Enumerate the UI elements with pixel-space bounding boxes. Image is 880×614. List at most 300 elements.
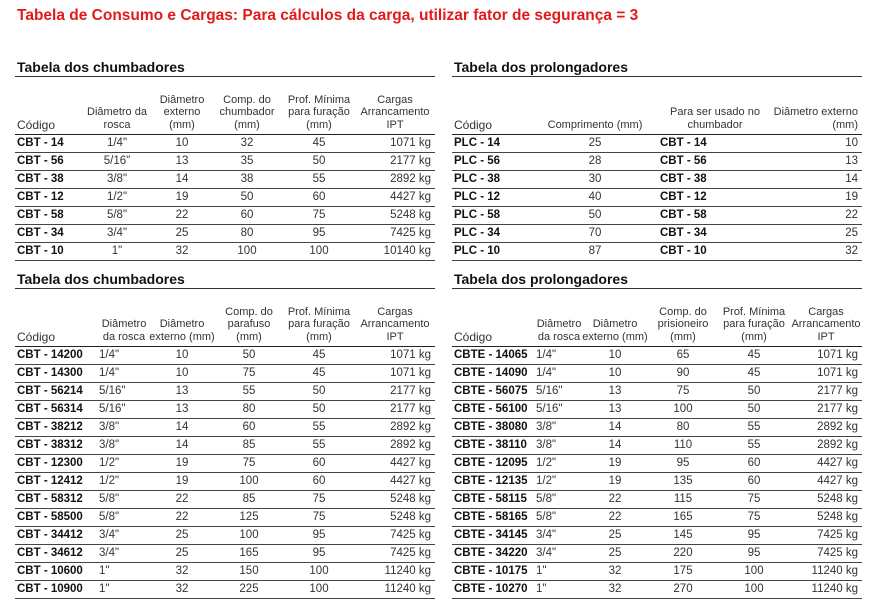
table-cell: CBT - 58 [660,207,770,225]
cell-code: CBTE - 56100 [452,401,536,419]
table-cell: 3/4" [81,225,153,243]
cell-code: CBT - 12 [15,189,81,207]
cell-code: PLC - 38 [452,171,530,189]
cell-code: CBT - 14 [15,135,81,153]
table-cell: CBT - 34 [660,225,770,243]
table-cell: 25 [770,225,862,243]
table-cell: 220 [648,545,718,563]
table-cell: 5248 kg [355,207,435,225]
table-cell: 3/8" [536,419,582,437]
table-cell: 55 [718,419,790,437]
table-cell: 4427 kg [355,189,435,207]
table-row [15,419,435,437]
cell-code: CBT - 38 [15,171,81,189]
table-cell: 50 [211,189,283,207]
cell-code: CBT - 14300 [15,365,99,383]
table-cell: 100 [283,581,355,599]
table-cell: 55 [283,437,355,455]
table-row [452,455,862,473]
table-body [452,347,862,599]
cell-code: CBT - 34612 [15,545,99,563]
table-title: Tabela dos prolongadores [454,59,628,75]
table-row [15,347,435,365]
table-cell: 19 [582,473,648,491]
table-row [452,581,862,599]
table-cell: 19 [149,473,215,491]
cell-code: PLC - 34 [452,225,530,243]
table-chumbadores-1 [15,58,435,261]
table-cell: 100 [283,243,355,261]
table-cell: 28 [530,153,660,171]
cell-code: CBT - 12412 [15,473,99,491]
table-title: Tabela dos chumbadores [17,59,185,75]
table-cell: 95 [283,225,355,243]
table-row [452,207,862,225]
table-cell: 5248 kg [790,509,862,527]
table-cell: 2892 kg [355,437,435,455]
table-row [452,491,862,509]
col-header: Prof. Mínima para furação (mm) [718,289,790,347]
table-row [452,473,862,491]
table-cell: CBT - 12 [660,189,770,207]
table-cell: 1" [536,563,582,581]
table-cell: 50 [283,401,355,419]
table-cell: 1/2" [99,455,149,473]
table-cell: 5/16" [99,401,149,419]
table-cell: 2892 kg [790,437,862,455]
table-row [15,509,435,527]
cell-code: CBT - 34412 [15,527,99,545]
table-cell: 1071 kg [355,365,435,383]
table-cell: 87 [530,243,660,261]
table-prolongadores-1 [452,58,862,261]
table-row [15,437,435,455]
table-cell: 13 [770,153,862,171]
table-cell: 1" [536,581,582,599]
table-cell: 95 [718,527,790,545]
cell-code: CBT - 12300 [15,455,99,473]
table-row [15,563,435,581]
table-cell: 1/4" [99,347,149,365]
table-cell: 22 [770,207,862,225]
cell-code: CBTE - 12095 [452,455,536,473]
table-cell: 125 [215,509,283,527]
table-cell: 75 [283,491,355,509]
table-cell: 60 [215,419,283,437]
cell-code: CBT - 56314 [15,401,99,419]
table-cell: 7425 kg [355,225,435,243]
col-header: Comp. do chumbador (mm) [211,77,283,135]
table-row [15,365,435,383]
table-cell: 14 [582,437,648,455]
table-cell: 3/8" [81,171,153,189]
col-header: Código [15,289,99,347]
table-body [15,135,435,261]
table-cell: 32 [153,243,211,261]
col-header: Para ser usado no chumbador [660,77,770,135]
table-row [452,545,862,563]
table-row [452,563,862,581]
table-row [15,401,435,419]
table-cell: 25 [582,545,648,563]
table-cell: 95 [648,455,718,473]
col-header: Cargas Arrancamento IPT [790,289,862,347]
table-cell: 11240 kg [790,563,862,581]
cell-code: CBT - 10 [15,243,81,261]
table-cell: CBT - 38 [660,171,770,189]
table-chumbadores-2 [15,270,435,599]
table-cell: 90 [648,365,718,383]
table-cell: 32 [149,581,215,599]
table-cell: 50 [283,383,355,401]
table-cell: CBT - 56 [660,153,770,171]
table-cell: 75 [215,365,283,383]
table-cell: 32 [211,135,283,153]
table-cell: 10 [770,135,862,153]
table-cell: 1071 kg [790,365,862,383]
table-row [452,225,862,243]
table-cell: 100 [215,527,283,545]
table-cell: 30 [530,171,660,189]
table-cell: 150 [215,563,283,581]
table-cell: 95 [283,527,355,545]
table-cell: 32 [770,243,862,261]
table-cell: 75 [648,383,718,401]
cell-code: CBT - 58312 [15,491,99,509]
table-cell: 55 [283,171,355,189]
table-cell: 2177 kg [355,153,435,171]
cell-code: CBTE - 14065 [452,347,536,365]
col-header: Diâmetro externo (mm) [153,77,211,135]
table-cell: 45 [283,365,355,383]
table-cell: 13 [582,401,648,419]
cell-code: CBTE - 10270 [452,581,536,599]
col-header: Cargas Arrancamento IPT [355,289,435,347]
table-cell: 4427 kg [355,455,435,473]
table-cell: 11240 kg [355,563,435,581]
table-cell: 32 [582,563,648,581]
col-header: Diâmetro externo (mm) [582,289,648,347]
table-cell: 25 [149,545,215,563]
table-cell: 1071 kg [355,135,435,153]
table-cell: 1/4" [99,365,149,383]
table-row [15,171,435,189]
table-cell: 7425 kg [790,545,862,563]
cell-code: PLC - 58 [452,207,530,225]
table-cell: 60 [283,189,355,207]
table-cell: 75 [718,509,790,527]
cell-code: PLC - 56 [452,153,530,171]
table-cell: 75 [718,491,790,509]
table-cell: 45 [283,347,355,365]
table-body [452,135,862,261]
table-cell: 85 [215,491,283,509]
table-cell: 25 [153,225,211,243]
table-cell: 14 [149,419,215,437]
table-cell: 2177 kg [790,401,862,419]
table-row [15,473,435,491]
table-cell: 10 [582,365,648,383]
table-cell: 2892 kg [790,419,862,437]
table-row [452,153,862,171]
table-cell: 10 [582,347,648,365]
table-cell: 3/4" [99,545,149,563]
table-cell: 5/8" [81,207,153,225]
table-cell: 11240 kg [355,581,435,599]
table-cell: 22 [149,509,215,527]
table-body [15,347,435,599]
cell-code: CBTE - 56075 [452,383,536,401]
table-cell: 5/8" [536,491,582,509]
cell-code: CBT - 10900 [15,581,99,599]
col-header: Cargas Arrancamento IPT [355,77,435,135]
cell-code: CBTE - 10175 [452,563,536,581]
table-cell: 60 [283,473,355,491]
table-row [15,581,435,599]
table-row [452,401,862,419]
table-cell: 55 [718,437,790,455]
table-cell: 2177 kg [355,383,435,401]
col-header: Diâmetro da rosca [99,289,149,347]
table-cell: 175 [648,563,718,581]
table-row [15,207,435,225]
table-cell: 25 [149,527,215,545]
table-cell: 100 [648,401,718,419]
table-cell: 1/2" [536,455,582,473]
table-row [15,527,435,545]
table-cell: 1071 kg [790,347,862,365]
table-cell: 5/8" [99,491,149,509]
table-cell: 2177 kg [790,383,862,401]
cell-code: CBTE - 14090 [452,365,536,383]
table-row [15,135,435,153]
table-cell: 14 [582,419,648,437]
table-cell: 32 [149,563,215,581]
table-row [15,545,435,563]
table-cell: 60 [718,455,790,473]
table-cell: 10 [153,135,211,153]
table-cell: 22 [582,491,648,509]
table-cell: 1/2" [81,189,153,207]
table-cell: 7425 kg [790,527,862,545]
table-cell: 4427 kg [790,455,862,473]
table-cell: 75 [283,509,355,527]
table-cell: 1" [99,581,149,599]
table-cell: 145 [648,527,718,545]
col-header: Prof. Mínima para furação (mm) [283,289,355,347]
table-cell: 7425 kg [355,545,435,563]
table-prolongadores-2 [452,270,862,599]
table-cell: 45 [718,347,790,365]
table-cell: 1/4" [536,365,582,383]
col-header: Prof. Mínima para furação (mm) [283,77,355,135]
table-row [452,189,862,207]
table-cell: 13 [149,401,215,419]
table-row [452,365,862,383]
table-cell: 3/8" [99,419,149,437]
table-row [15,153,435,171]
table-cell: 3/4" [99,527,149,545]
table-cell: 65 [648,347,718,365]
table-cell: 165 [648,509,718,527]
table-cell: 50 [215,347,283,365]
table-cell: 100 [718,563,790,581]
table-cell: 22 [582,509,648,527]
table-row [452,243,862,261]
cell-code: CBT - 38312 [15,437,99,455]
table-cell: 55 [215,383,283,401]
table-cell: 45 [283,135,355,153]
cell-code: CBTE - 34145 [452,527,536,545]
col-header: Diâmetro externo (mm) [770,77,862,135]
table-row [15,455,435,473]
table-cell: 5/16" [99,383,149,401]
table-cell: 13 [149,383,215,401]
table-cell: 10 [149,365,215,383]
table-cell: 3/8" [99,437,149,455]
table-cell: 1071 kg [355,347,435,365]
table-cell: 5/16" [536,401,582,419]
col-header: Comp. do parafuso (mm) [215,289,283,347]
table-cell: 100 [283,563,355,581]
table-cell: 4427 kg [355,473,435,491]
table-cell: 50 [718,383,790,401]
cell-code: CBT - 56214 [15,383,99,401]
table-cell: 75 [283,207,355,225]
data-table [15,288,435,599]
table-cell: 10140 kg [355,243,435,261]
table-cell: 95 [283,545,355,563]
col-header: Comp. do prisioneiro (mm) [648,289,718,347]
table-cell: 75 [215,455,283,473]
table-row [452,383,862,401]
table-cell: CBT - 14 [660,135,770,153]
table-row [15,225,435,243]
cell-code: CBT - 34 [15,225,81,243]
col-header: Comprimento (mm) [530,77,660,135]
cell-code: PLC - 12 [452,189,530,207]
table-cell: 5/8" [99,509,149,527]
table-cell: 45 [718,365,790,383]
table-row [452,347,862,365]
table-cell: 5/16" [536,383,582,401]
table-cell: 100 [718,581,790,599]
table-row [452,171,862,189]
table-cell: 55 [283,419,355,437]
table-title: Tabela dos chumbadores [17,271,185,287]
table-cell: 5248 kg [355,509,435,527]
table-cell: 5248 kg [790,491,862,509]
cell-code: CBT - 56 [15,153,81,171]
table-cell: 10 [149,347,215,365]
table-cell: 3/8" [536,437,582,455]
table-cell: 1/2" [99,473,149,491]
table-row [452,527,862,545]
table-cell: 1/4" [536,347,582,365]
table-cell: 32 [582,581,648,599]
table-cell: 4427 kg [790,473,862,491]
table-cell: 60 [718,473,790,491]
col-header: Diâmetro externo (mm) [149,289,215,347]
table-cell: 80 [648,419,718,437]
table-cell: 5/8" [536,509,582,527]
col-header: Diâmetro da rosca [81,77,153,135]
table-cell: 3/4" [536,545,582,563]
table-cell: 14 [153,171,211,189]
table-cell: 19 [770,189,862,207]
table-cell: CBT - 10 [660,243,770,261]
col-header: Diâmetro da rosca [536,289,582,347]
table-cell: 19 [149,455,215,473]
cell-code: CBTE - 58115 [452,491,536,509]
col-header: Código [15,77,81,135]
table-cell: 1/2" [536,473,582,491]
table-cell: 13 [582,383,648,401]
cell-code: CBTE - 34220 [452,545,536,563]
table-cell: 2892 kg [355,171,435,189]
cell-code: CBT - 38212 [15,419,99,437]
table-row [452,437,862,455]
cell-code: PLC - 14 [452,135,530,153]
table-cell: 3/4" [536,527,582,545]
table-cell: 60 [211,207,283,225]
table-row [452,135,862,153]
table-cell: 115 [648,491,718,509]
table-cell: 11240 kg [790,581,862,599]
table-cell: 1" [99,563,149,581]
col-header: Código [452,289,536,347]
table-cell: 1/4" [81,135,153,153]
table-row [15,189,435,207]
table-cell: 5/16" [81,153,153,171]
table-cell: 22 [153,207,211,225]
cell-code: CBT - 58500 [15,509,99,527]
cell-code: CBTE - 58165 [452,509,536,527]
table-cell: 38 [211,171,283,189]
table-cell: 270 [648,581,718,599]
table-cell: 70 [530,225,660,243]
table-cell: 19 [582,455,648,473]
table-cell: 25 [530,135,660,153]
table-cell: 19 [153,189,211,207]
table-cell: 95 [718,545,790,563]
table-cell: 13 [153,153,211,171]
data-table [15,76,435,261]
table-row [15,383,435,401]
table-cell: 1" [81,243,153,261]
table-cell: 50 [718,401,790,419]
table-cell: 40 [530,189,660,207]
col-header: Código [452,77,530,135]
table-cell: 60 [283,455,355,473]
cell-code: CBTE - 12135 [452,473,536,491]
table-cell: 110 [648,437,718,455]
table-cell: 85 [215,437,283,455]
table-cell: 2892 kg [355,419,435,437]
table-cell: 80 [211,225,283,243]
table-cell: 14 [770,171,862,189]
cell-code: CBT - 14200 [15,347,99,365]
table-cell: 100 [215,473,283,491]
table-cell: 225 [215,581,283,599]
table-cell: 135 [648,473,718,491]
cell-code: CBTE - 38110 [452,437,536,455]
table-cell: 35 [211,153,283,171]
table-cell: 14 [149,437,215,455]
table-row [452,509,862,527]
table-row [452,419,862,437]
page-title: Tabela de Consumo e Cargas: Para cálculos da carga, utilizar fator de segurança = 3 [17,7,639,24]
